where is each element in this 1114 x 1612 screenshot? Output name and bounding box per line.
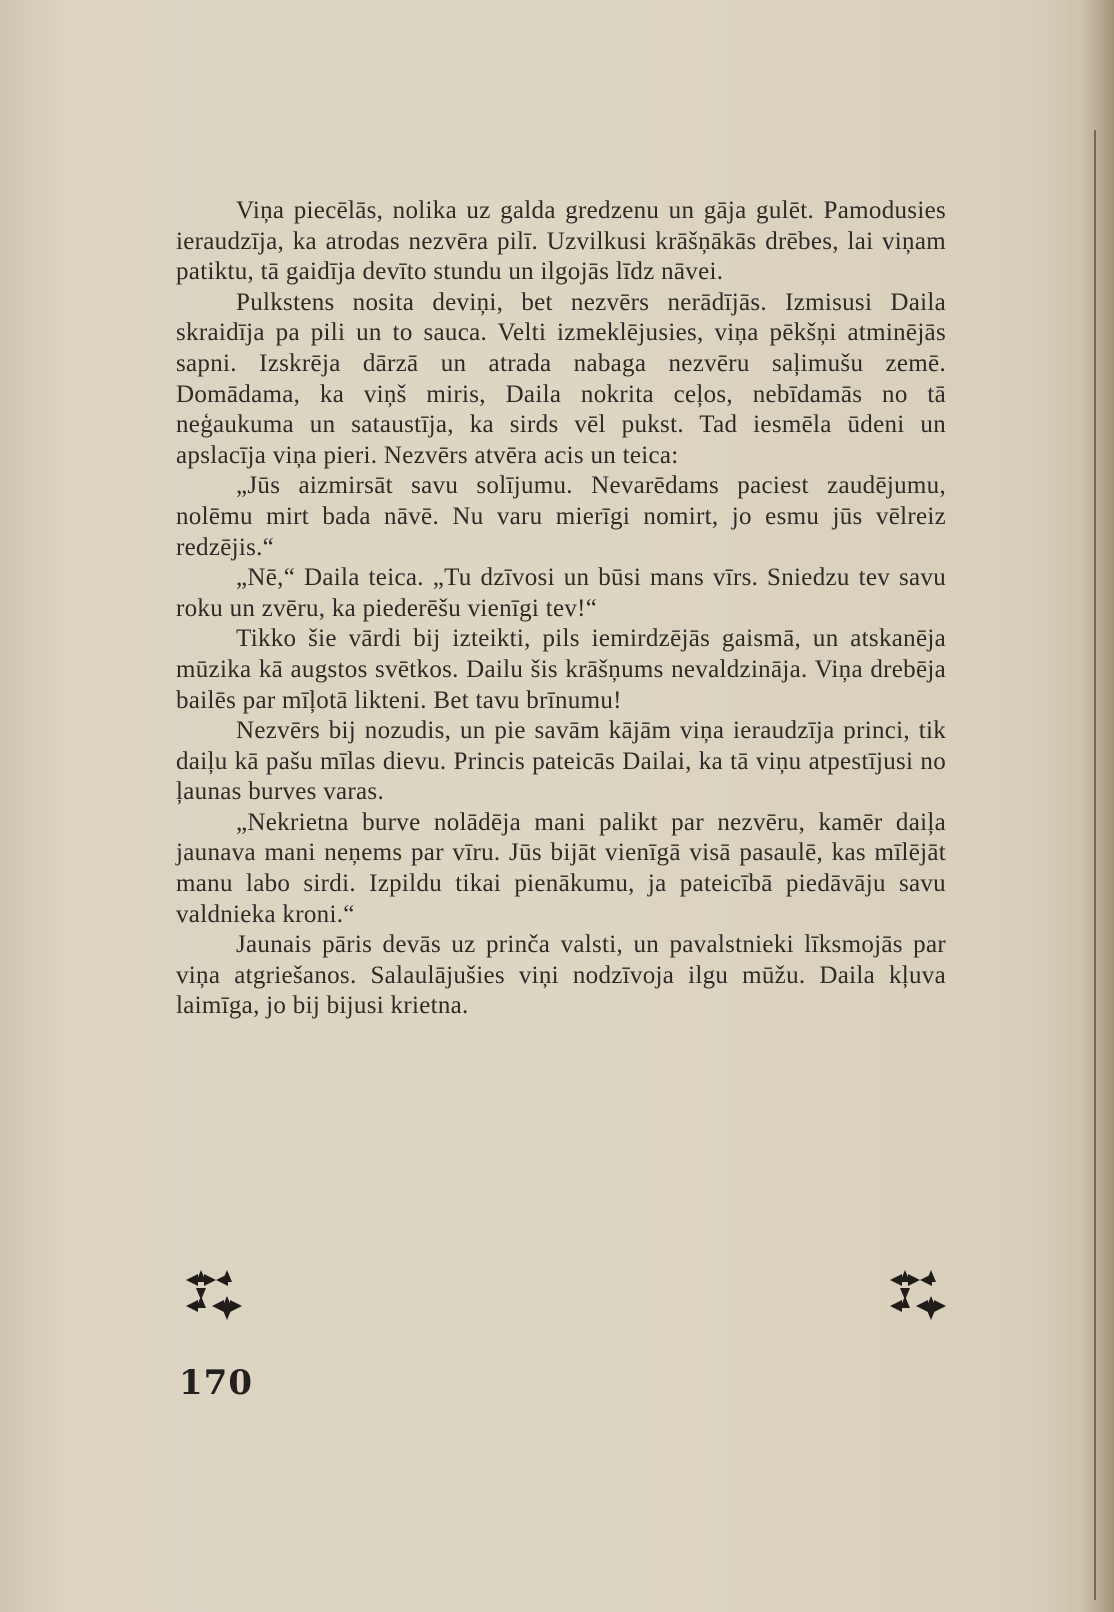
paragraph: „Jūs aizmirsāt savu solījumu. Nevarēdams paciest zaudējumu, nolēmu mirt bada nāvē. Nu varu mierīgi nomirt, jo esmu jūs vēlreiz redzējis.“ — [176, 472, 946, 561]
paragraph: „Nē,“ Daila teica. „Tu dzīvosi un būsi mans vīrs. Sniedzu tev savu roku un zvēru, ka piederēšu vienīgi tev!“ — [176, 564, 946, 622]
star-ornament-icon — [880, 1266, 950, 1336]
paragraph: „Nekrietna burve nolādēja mani palikt par nezvēru, kamēr daiļa jaunava mani neņems par vīru. Jūs bijāt vienīgā visā pasaulē, kas mīlējāt manu labo sirdi. Izpildu tikai pienākumu, ja pateicībā piedāvāju savu valdnieka kroni.“ — [176, 808, 946, 928]
page-number: 170 — [179, 1363, 253, 1403]
paragraph: Jaunais pāris devās uz prinča valsti, un pavalstnieki līksmojās par viņa atgriešanos. Salaulājušies viņi nodzīvoja ilgu mūžu. Daila kļuva laimīga, jo bij bijusi krietna. — [176, 931, 946, 1020]
paragraph: Tikko šie vārdi bij izteikti, pils iemirdzējās gaismā, un atskanēja mūzika kā augstos svētkos. Dailu šis krāšņums nevaldzināja. Viņa drebēja bailēs par mīļotā likteni. Bet tavu brīnumu! — [176, 625, 946, 714]
page-edge — [1080, 0, 1114, 1612]
paragraph: Pulkstens nosita deviņi, bet nezvērs nerādījās. Izmisusi Daila skraidīja pa pili un to sauca. Velti izmeklējusies, viņa pēkšņi atminējās sapni. Izskrēja dārzā un atrada nabaga nezvēru saļimušu zemē. Domādama, ka viņš miris, Daila nokrita ceļos, nebīdamās no tā neģaukuma un sataustīja, ka sirds vēl pukst. Tad iesmēla ūdeni un apslacīja viņa pieri. Nezvērs atvēra acis un teica: — [176, 288, 946, 469]
star-ornament-icon — [176, 1266, 246, 1336]
body-text — [176, 196, 946, 1022]
paragraph: Viņa piecēlās, nolika uz galda gredzenu un gāja gulēt. Pamodusies ieraudzīja, ka atrodas nezvēra pilī. Uzvilkusi krāšņākās drēbes, lai viņam patiktu, tā gaidīja devīto stundu un ilgojās līdz nāvei. — [176, 197, 946, 286]
paragraph: Nezvērs bij nozudis, un pie savām kājām viņa ieraudzīja princi, tik daiļu kā pašu mīlas dievu. Princis pateicās Dailai, ka tā viņu atpestījusi no ļaunas burves varas. — [176, 717, 946, 806]
